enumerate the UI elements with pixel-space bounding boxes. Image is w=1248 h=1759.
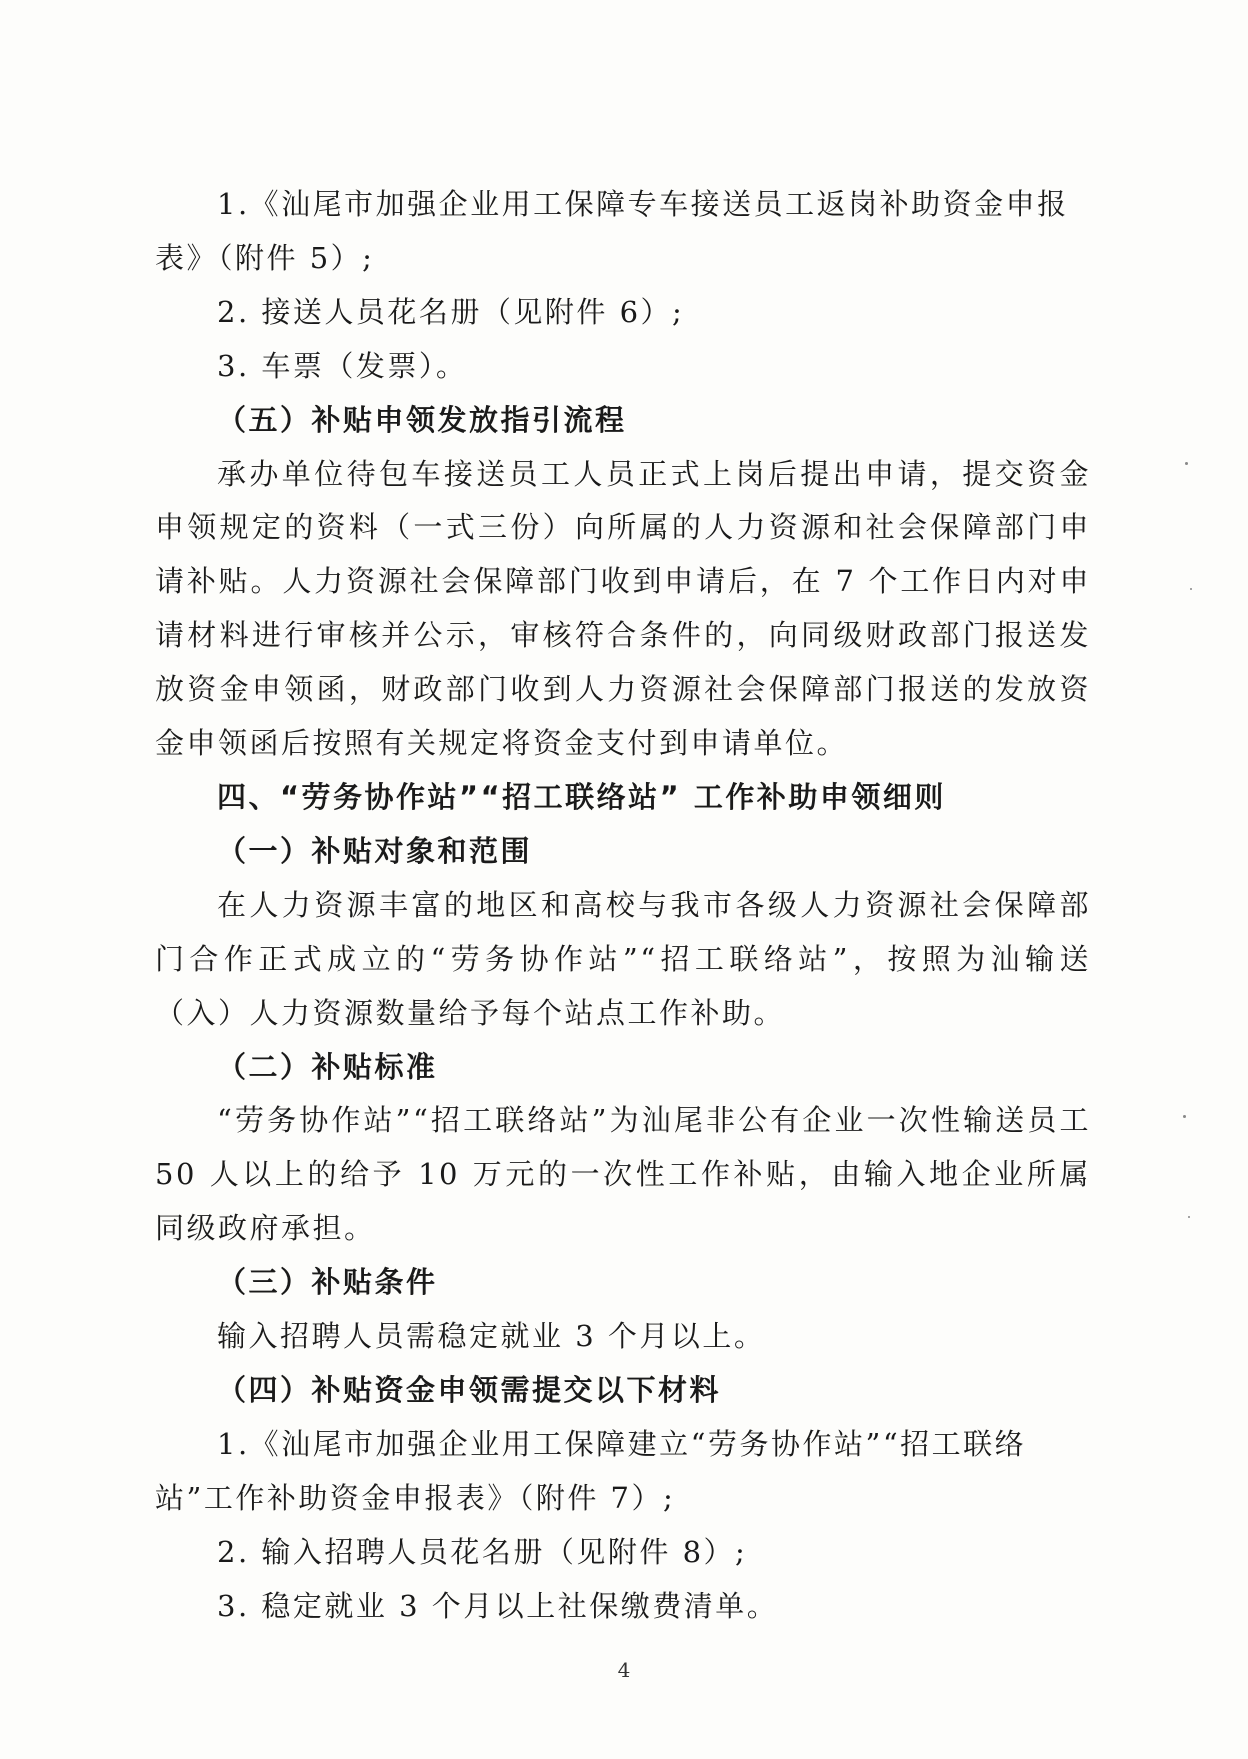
section-heading: 四、“劳务协作站”“招工联络站” 工作补助申领细则 <box>217 779 946 814</box>
section-subheading: （二）补贴标准 <box>217 1049 438 1084</box>
list-item: 3. 稳定就业 3 个月以上社保缴费清单。 <box>217 1588 779 1623</box>
list-item: 2. 接送人员花名册（见附件 6）; <box>217 294 685 329</box>
paragraph: 承办单位待包车接送员工人员正式上岗后提出申请，提交资金申领规定的资料（一式三份）向所属的人力资源和社会保障部门申请补贴。人力资源社会保障部门收到申请后，在 7 个工作日内对申请材料进行审核并公示，审核符合条件的，向同级财政部门报送发放资金申领函，财政部门收到人力资源社会保障部门报送的发放资金申领函后按照有关规定将资金支付到申请单位。 <box>155 456 1091 761</box>
list-item: 3. 车票（发票）。 <box>217 348 468 383</box>
scan-speck <box>1190 588 1192 590</box>
paragraph: 输入招聘人员需稳定就业 3 个月以上。 <box>217 1319 766 1354</box>
section-subheading: （一）补贴对象和范围 <box>217 833 533 868</box>
list-item: 2. 输入招聘人员花名册（见附件 8）; <box>217 1534 748 1569</box>
section-subheading: （五）补贴申领发放指引流程 <box>217 402 627 437</box>
paragraph: 在人力资源丰富的地区和高校与我市各级人力资源社会保障部门合作正式成立的“劳务协作站”“招工联络站”，按照为汕输送（入）人力资源数量给予每个站点工作补助。 <box>155 887 1091 1030</box>
page-number: 4 <box>617 1658 631 1682</box>
paragraph: “劳务协作站”“招工联络站”为汕尾非公有企业一次性输送员工 50 人以上的给予 10 万元的一次性工作补贴，由输入地企业所属同级政府承担。 <box>155 1103 1091 1246</box>
scan-speck <box>1183 1115 1186 1118</box>
section-subheading: （三）补贴条件 <box>217 1265 438 1300</box>
list-item: 1.《汕尾市加强企业用工保障专车接送员工返岗补助资金申报表》（附件 5）; <box>155 187 1069 275</box>
scan-speck <box>1185 462 1188 465</box>
list-item: 1.《汕尾市加强企业用工保障建立“劳务协作站”“招工联络站”工作补助资金申报表》（附件 7）; <box>155 1426 1027 1515</box>
section-subheading: （四）补贴资金申领需提交以下材料 <box>217 1372 722 1407</box>
scan-speck <box>1188 1216 1190 1218</box>
document-body <box>155 178 1091 1633</box>
